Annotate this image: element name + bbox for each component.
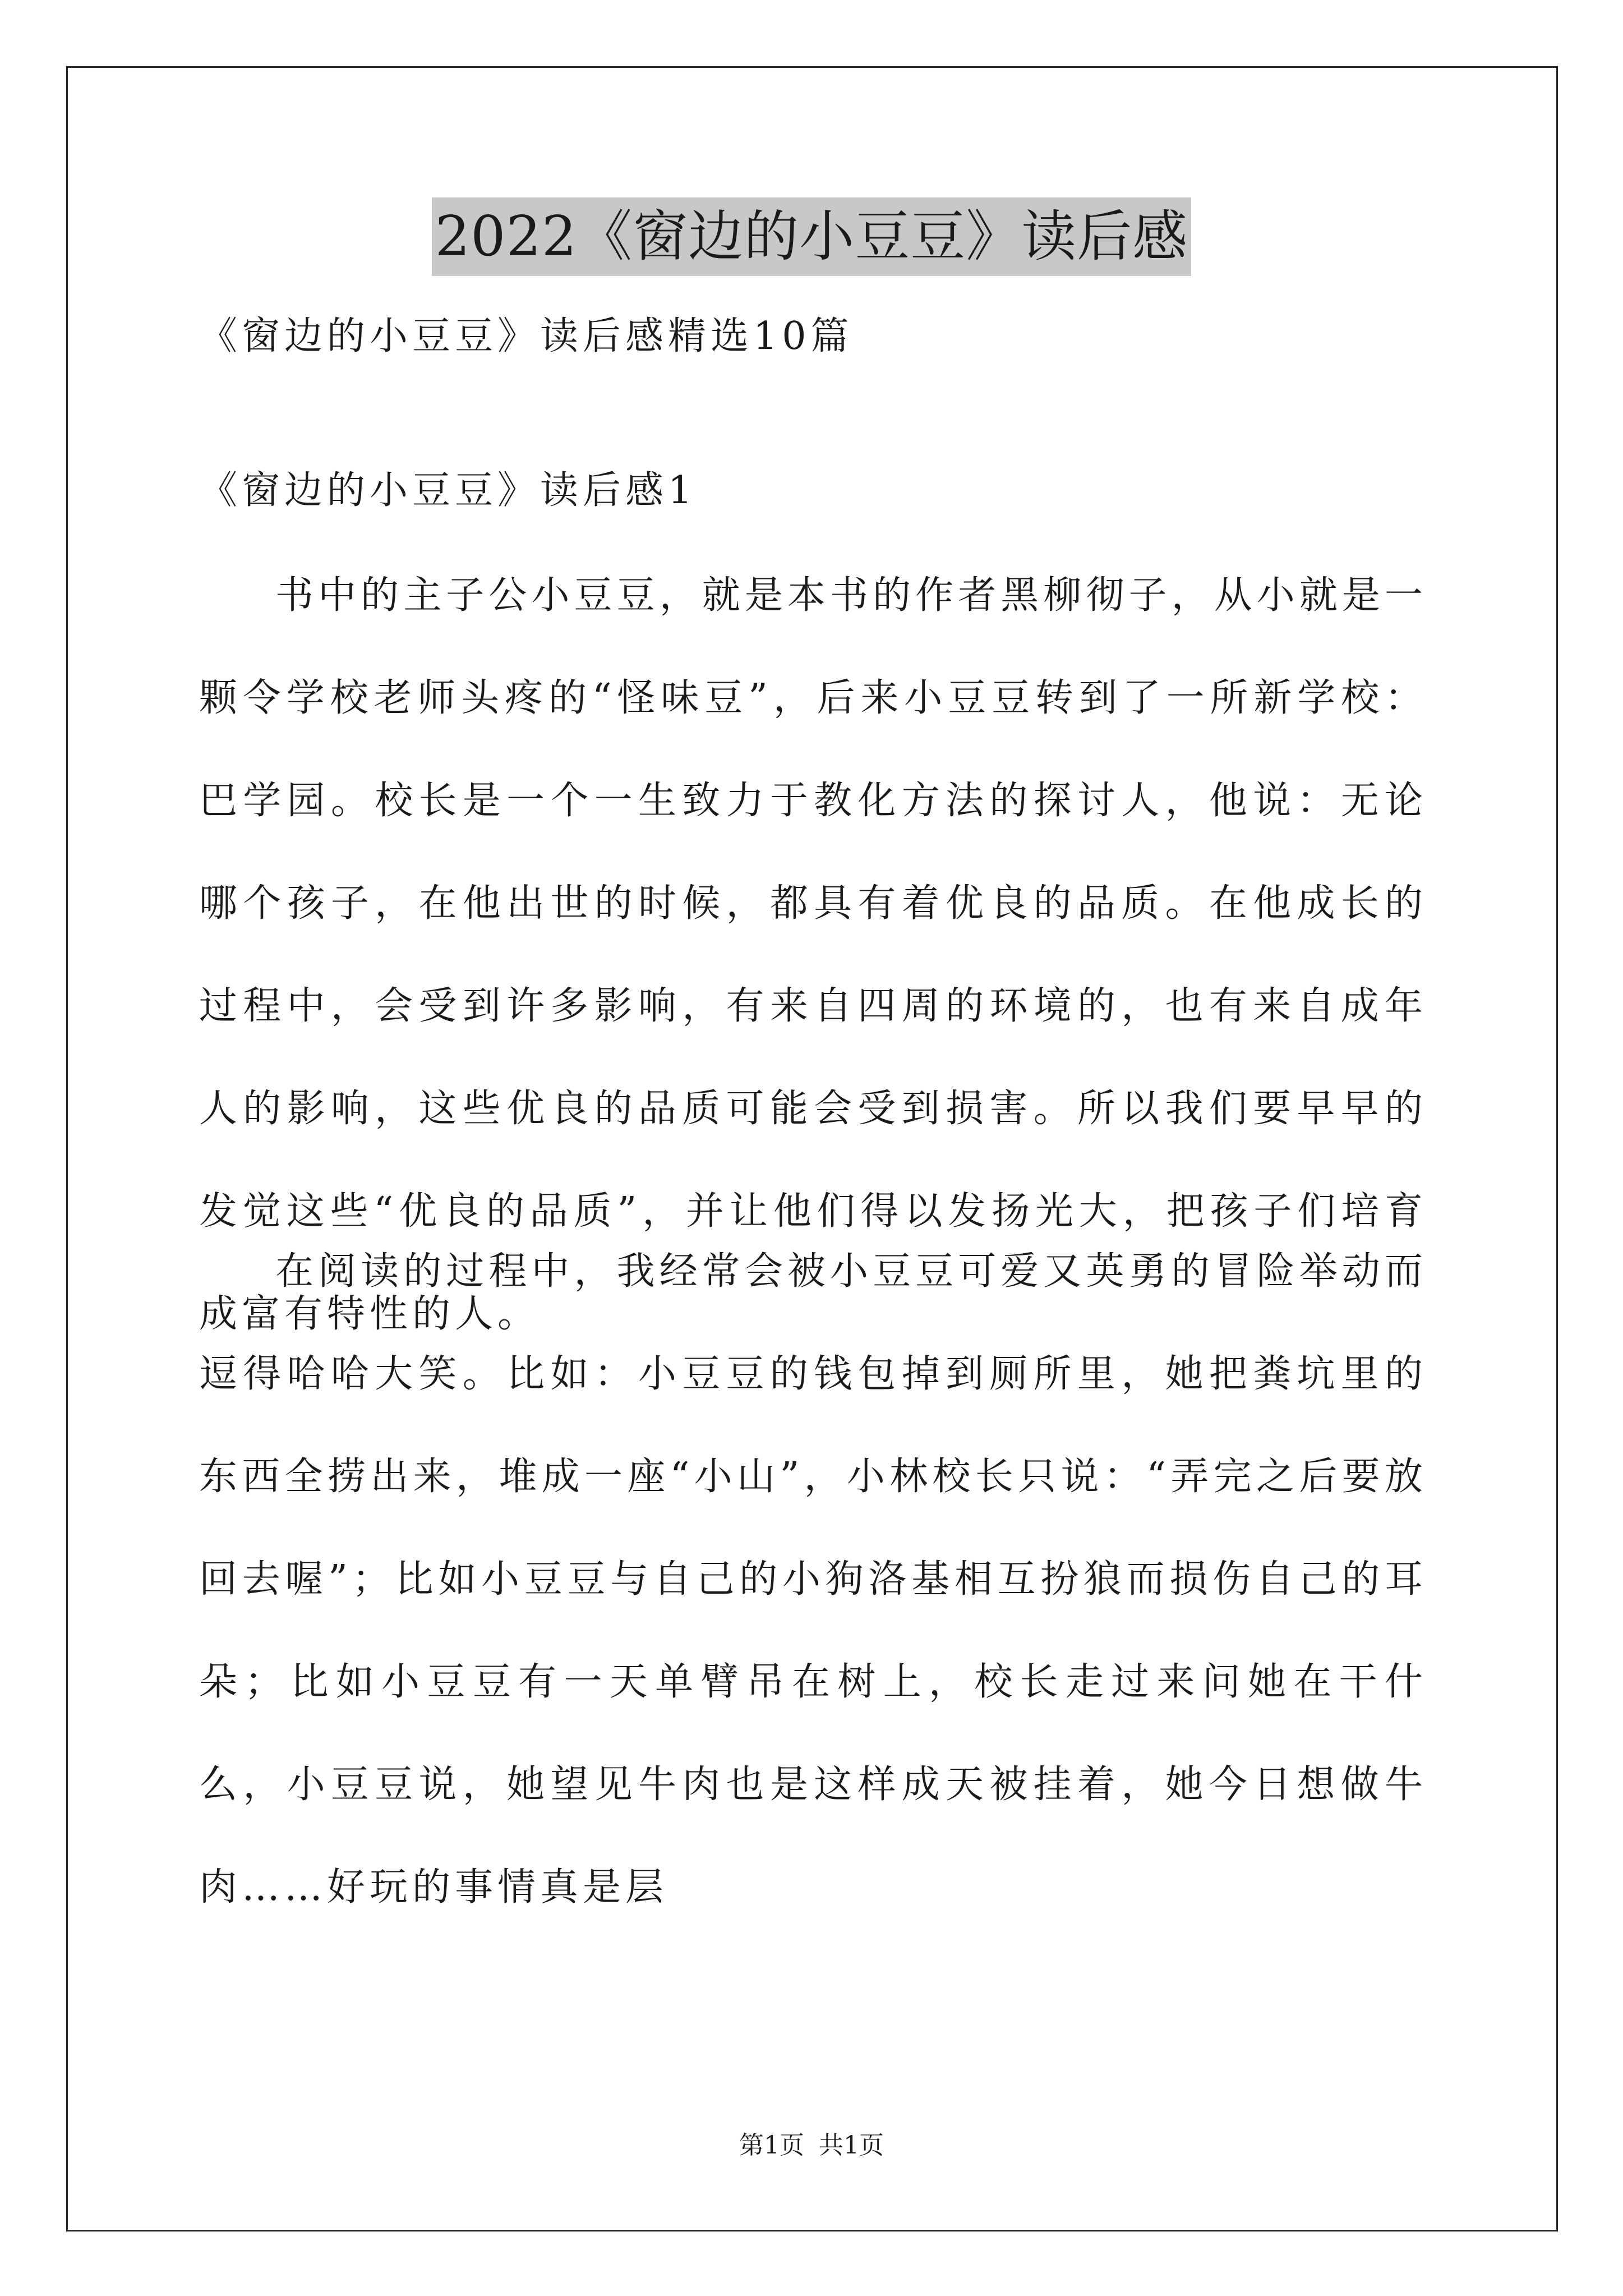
page-number-total: 共1页 <box>819 2131 884 2160</box>
section-heading: 《窗边的小豆豆》读后感1 <box>199 468 697 513</box>
document-subtitle: 《窗边的小豆豆》读后感精选10篇 <box>199 314 854 358</box>
paragraph-1: 书中的主子公小豆豆，就是本书的作者黑柳彻子，从小就是一颗令学校老师头疼的“怪味豆”，后来小豆豆转到了一所新学校：巴学园。校长是一个一生致力于教化方法的探讨人，他说：无论哪个孩子，在他出世的时候，都具有着优良的品质。在他成长的过程中，会受到许多影响，有来自四周的环境的，也有来自成年人的影响，这些优良的品质可能会受到损害。所以我们要早早的发觉这些“优良的品质”，并让他们得以发扬光大，把孩子们培育成富有特性的人。 <box>199 573 1427 1336</box>
page-footer <box>0 2129 1623 2162</box>
page-number-current: 第1页 <box>739 2131 804 2160</box>
title-container <box>0 197 1623 276</box>
document-title: 2022《窗边的小豆豆》读后感 <box>432 197 1191 276</box>
paragraph-2: 在阅读的过程中，我经常会被小豆豆可爱又英勇的冒险举动而逗得哈哈大笑。比如：小豆豆的钱包掉到厕所里，她把粪坑里的东西全捞出来，堆成一座“小山”，小林校长只说：“弄完之后要放回去喔”；比如小豆豆与自己的小狗洛基相互扮狼而损伤自己的耳朵；比如小豆豆有一天单臂吊在树上，校长走过来问她在干什么，小豆豆说，她望见牛肉也是这样成天被挂着，她今日想做牛肉……好玩的事情真是层 <box>199 1249 1427 1910</box>
